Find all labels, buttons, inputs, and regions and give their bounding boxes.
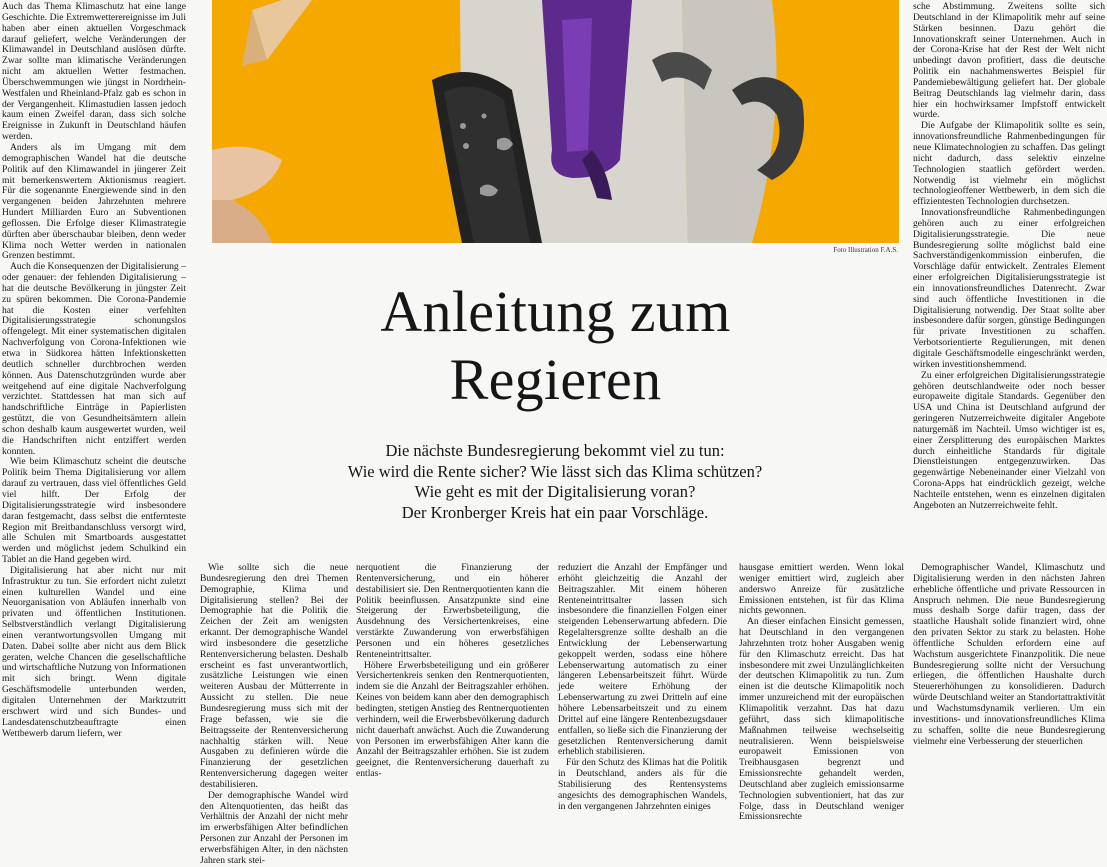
body-column-1 [200, 563, 348, 867]
column-left [2, 2, 186, 739]
column-right-bottom [913, 563, 1105, 747]
subheadline-line: Wie geht es mit der Digitalisierung voran? [414, 482, 696, 502]
paragraph: Auch das Thema Klimaschutz hat eine lange Geschichte. Die Extremwetterereignisse im Juli haben aber einen aktuellen Vorgeschmack darauf geliefert, welche Veränderungen der Klimawandel in Deutschland auslösen dürfte. Zwar sollte man klimatische Veränderungen nicht am aktuellen Wetter festmachen. Überschwemmungen wie jüngst in Nordrhein-Westfalen und Rheinland-Pfalz gab es schon in der Vergangenheit. Klimastudien lassen jedoch kaum einen Zweifel daran, dass sich solche Ereignisse in Zukunft in Deutschland häufen werden. [2, 1, 186, 143]
paragraph: Wie sollte sich die neue Bundesregierung den drei Themen Demographie, Klima und Digitalisierung stellen? Bei der Demographie hat die Politik die Zeichen der Zeit am wenigsten erkannt. Der demographische Wandel wird insbesondere die gesetzliche Rentenversicherung belasten. Deshalb erscheint es fast unverantwortlich, zusätzliche Leistungen wie einen weiteren Ausbau der Mütterrente in Aussicht zu stellen. Die neue Bundesregierung muss sich mit der Frage befassen, wie sie die Beitragsseite der Rentenversicherung nachhaltig stärken will. Neue Ausgaben zu definieren würde die Finanzierung der gesetzlichen Rentenversicherung dagegen weiter destabilisieren. [200, 562, 348, 790]
photo-credit: Foto Illustration F.A.S. [833, 246, 898, 254]
paragraph: reduziert die Anzahl der Empfänger und erhöht gleichzeitig die Anzahl der Beitragszahler. Mit einem höheren Renteneintrittsalter lassen sich insbesondere die finanziellen Folgen einer steigenden Lebenserwartung abfedern. Die Regelaltersgrenze sollte deshalb an die Entwicklung der Lebenserwartung gekoppelt werden, sodass eine höhere Lebenserwartung automatisch zu einer längeren Lebensarbeitszeit führt. Würde jede weitere Erhöhung der Lebenserwartung zu zwei Dritteln auf eine höhere Lebensarbeitszeit und zu einem Drittel auf eine längere Rentenbezugsdauer entfallen, so ließe sich die Finanzierung der gesetzlichen Rentenversicherung damit erheblich stabilisieren. [558, 562, 727, 758]
headline-line-1: Anleitung zum [380, 279, 731, 344]
article-illustration [212, 0, 899, 243]
paragraph: Innovationsfreundliche Rahmenbedingungen gehören auch zu einer erfolgreichen Digitalisierungsstrategie. Die neue Bundesregierung sollte möglichst bald eine Sachverständigenkommission einberufen, die Vorschläge dafür entwickelt. Zentrales Element einer erfolgreichen Digitalisierungsstrategie ist ein innovationsfreundliches Datenrecht. Zwar sind auch öffentliche Investitionen in die Digitalisierung notwendig. Der Staat sollte aber insbesondere dafür sorgen, günstige Bedingungen für private Investitionen zu schaffen. Verbotsorientierte Regulierungen, mit denen digitale Geschäftsmodelle eingeschränkt werden, wirken investitionshemmend. [913, 207, 1105, 370]
paragraph: Höhere Erwerbsbeteiligung und ein größerer Versichertenkreis senken den Rentnerquotienten, indem sie die Anzahl der Beitragszahler erhöhen. Keines von beidem kann aber den demographisch bedingten, stetigen Anstieg des Rentnerquotienten verhindern, weil die Erwerbsbevölkerung dadurch nicht dauerhaft anwächst. Auch die Zuwanderung von Personen im erwerbsfähigen Alter kann die Anzahl der Beitragszahler erhöhen. Sie ist zudem geeignet, die Rentenversicherung dauerhaft zu entlas- [356, 659, 549, 780]
body-column-4 [739, 563, 904, 823]
paragraph: Anders als im Umgang mit dem demographischen Wandel hat die deutsche Politik auf den Klimawandel in jüngerer Zeit mit bemerkenswertem Aktionismus reagiert. Für die sogenannte Energiewende sind in den vergangenen beiden Jahrzehnten mehrere Hundert Milliarden Euro an Subventionen geflossen. Die Erfolge dieser Klimastrategie dürften aber überschaubar bleiben, denn weder Klima noch Wetter werden in nationalen Grenzen bestimmt. [2, 141, 186, 262]
paragraph: sche Abstimmung. Zweitens sollte sich Deutschland in der Klimapolitik mehr auf seine Stärken besinnen. Dazu gehört die Innovationskraft seiner Unternehmen. Auch in der Corona-Krise hat der Rest der Welt nicht unbedingt davon profitiert, dass die deutsche Politik ein nachahmenswertes Beispiel für Pandemiebewältigung geliefert hat. Der globale Beitrag Deutschlands lag vielmehr darin, dass hier ein hochwirksamer Impfstoff entwickelt wurde. [913, 1, 1105, 121]
paragraph: hausgase emittiert werden. Wenn lokal weniger emittiert wird, zugleich aber anderswo Anreize für zusätzliche Emissionen entstehen, ist für das Klima nichts gewonnen. [739, 562, 904, 617]
paragraph: Für den Schutz des Klimas hat die Politik in Deutschland, anders als für die Stabilisierung des Rentensystems angesichts des demographischen Wandels, in den vergangenen Jahrzehnten einiges [558, 757, 727, 812]
paragraph: Der demographische Wandel wird den Altenquotienten, das heißt das Verhältnis der Anzahl der nicht mehr im erwerbsfähigen Alter befindlichen Personen zur Anzahl der Personen im erwerbsfähigen Alter, in den nächsten Jahren stark stei- [200, 789, 348, 866]
paragraph: Digitalisierung hat aber nicht nur mit Infrastruktur zu tun. Sie erfordert nicht zuletzt einen kulturellen Wandel und eine Neuorganisation von Abläufen innerhalb von privaten und öffentlichen Institutionen. Selbstverständlich verlangt Digitalisierung einen verantwortungsvollen Umgang mit Daten. Dabei sollte aber nicht aus dem Blick geraten, welche Chancen die gesellschaftliche und wirtschaftliche Nutzung von Informationen mit sich bringt. Wenn digitale Geschäftsmodelle unterbunden werden, digitalen Unternehmen der Marktzutritt erschwert wird und sich Bundes- und Landesdatenschutzbeauftragte einen Wettbewerb darum liefern, wer [2, 564, 186, 739]
body-column-3 [558, 563, 727, 812]
column-right-top [913, 2, 1105, 512]
paragraph: Demographischer Wandel, Klimaschutz und Digitalisierung werden in den nächsten Jahren erhebliche öffentliche und private Ressourcen in Anspruch nehmen. Die neue Bundesregierung muss deshalb Sorge dafür tragen, dass der staatliche Haushalt solide finanziert wird, ohne den privaten Sektor zu stark zu belasten. Hohe öffentliche Schulden erfordern eine auf Wachstum ausgerichtete Finanzpolitik. Die neue Bundesregierung sollte nicht der Versuchung erliegen, die öffentlichen Haushalte durch Steuererhöhungen zu konsolidieren. Dadurch würde Deutschland weiter an Standortattraktivität und Wachstumsdynamik verlieren. Um ein investitions- und innovationsfreundliches Klima zu schaffen, sollte die neue Bundesregierung vielmehr eine Verbesserung der steuerlichen [913, 562, 1105, 747]
illustration-graphic [212, 0, 899, 243]
paragraph: Auch die Konsequenzen der Digitalisierung – oder genauer: der fehlenden Digitalisierung – hat die deutsche Bevölkerung in jüngster Zeit zu spüren bekommen. Die Corona-Pandemie hat die Kosten einer verfehlten Digitalisierungsstrategie schonungslos offengelegt. Mit einer systematischen digitalen Nachverfolgung von Corona-Infektionen wie etwa in Südkorea hätten Infektionsketten deutlich schneller durchbrochen werden können. Aus Datenschutzgründen wurde aber weitgehend auf eine digitale Nachverfolgung verzichtet. Stattdessen hat man sich auf handschriftliche Einträge in Papierlisten gestützt, die von Gesundheitsämtern allein schon deshalb kaum ausgewertet wurden, weil die Handschriften nicht entziffert werden konnten. [2, 261, 186, 457]
subheadline-line: Wie wird die Rente sicher? Wie lässt sich das Klima schützen? [347, 461, 763, 481]
paragraph: Die Aufgabe der Klimapolitik sollte es sein, innovationsfreundliche Rahmenbedingungen für neue Klimatechnologien zu schaffen. Das gelingt nicht dadurch, dass selektiv einzelne Technologien staatlich gefördert werden. Notwendig ist vielmehr ein möglichst technologieoffener Wettbewerb, in dem sich die effizientesten Technologien durchsetzen. [913, 120, 1105, 208]
subheadline [230, 441, 880, 523]
subheadline-line: Der Kronberger Kreis hat ein paar Vorschläge. [401, 502, 709, 522]
paragraph: Wie beim Klimaschutz scheint die deutsche Politik beim Thema Digitalisierung vor allem darauf zu vertrauen, dass viel öffentliches Geld viel hilft. Der Erfolg der Digitalisierungsstrategie wird insbesondere daran festgemacht, dass selbst die entfernteste Region mit Breitbandanschluss versorgt wird, alle Schulen mit Smartboards ausgestattet werden und möglichst jedem Schulkind ein Tablet an die Hand gegeben wird. [2, 456, 186, 566]
paragraph: An dieser einfachen Einsicht gemessen, hat Deutschland in den vergangenen Jahrzehnten trotz hoher Ausgaben wenig für den Klimaschutz erreicht. Das hat insbesondere mit zwei Unzulänglichkeiten der deutschen Klimapolitik zu tun. Zum einen ist die deutsche Klimapolitik noch immer unzureichend mit der europäischen Klimapolitik verzahnt. Das hat dazu geführt, dass sich klimapolitische Maßnahmen teilweise wechselseitig neutralisieren. Wenn beispielsweise europaweit Emissionen von Treibhausgasen begrenzt und Emissionsrechte gehandelt werden, Deutschland aber zugleich emissionsarme Technologien subventioniert, hat das zur Folge, dass in Deutschland weniger Emissionsrechte [739, 616, 904, 823]
paragraph: nerquotient die Finanzierung der Rentenversicherung, und ein höherer destabilisiert sie. Den Rentnerquotienten kann die Politik beeinflussen. Ansatzpunkte sind eine Steigerung der Erwerbsbeteiligung, die Ausdehnung des Versichertenkreises, eine verstärkte Zuwanderung von erwerbsfähigen Personen und ein höheres gesetzliches Renteneintrittsalter. [356, 562, 549, 660]
paragraph: Zu einer erfolgreichen Digitalisierungsstrategie gehören deutschlandweite oder noch besser europaweite digitale Standards. Gegenüber den USA und China ist Deutschland aufgrund der geringeren Nutzerreichweite digitaler Angebote naturgemäß im Nachteil. Umso wichtiger ist es, einer Zersplitterung des europäischen Marktes durch einheitliche Standards für digitale Dienstleistungen entgegenzuwirken. Das gegenwärtige Nebeneinander einer Vielzahl von Corona-Apps hat eindrücklich gezeigt, welche Nachteile entstehen, wenn es einzelnen digitalen Angeboten an Nutzerreichweite fehlt. [913, 369, 1105, 511]
headline [212, 278, 899, 414]
body-column-2 [356, 563, 549, 780]
subheadline-line: Die nächste Bundesregierung bekommt viel zu tun: [385, 441, 725, 460]
headline-line-2: Regieren [449, 347, 662, 412]
